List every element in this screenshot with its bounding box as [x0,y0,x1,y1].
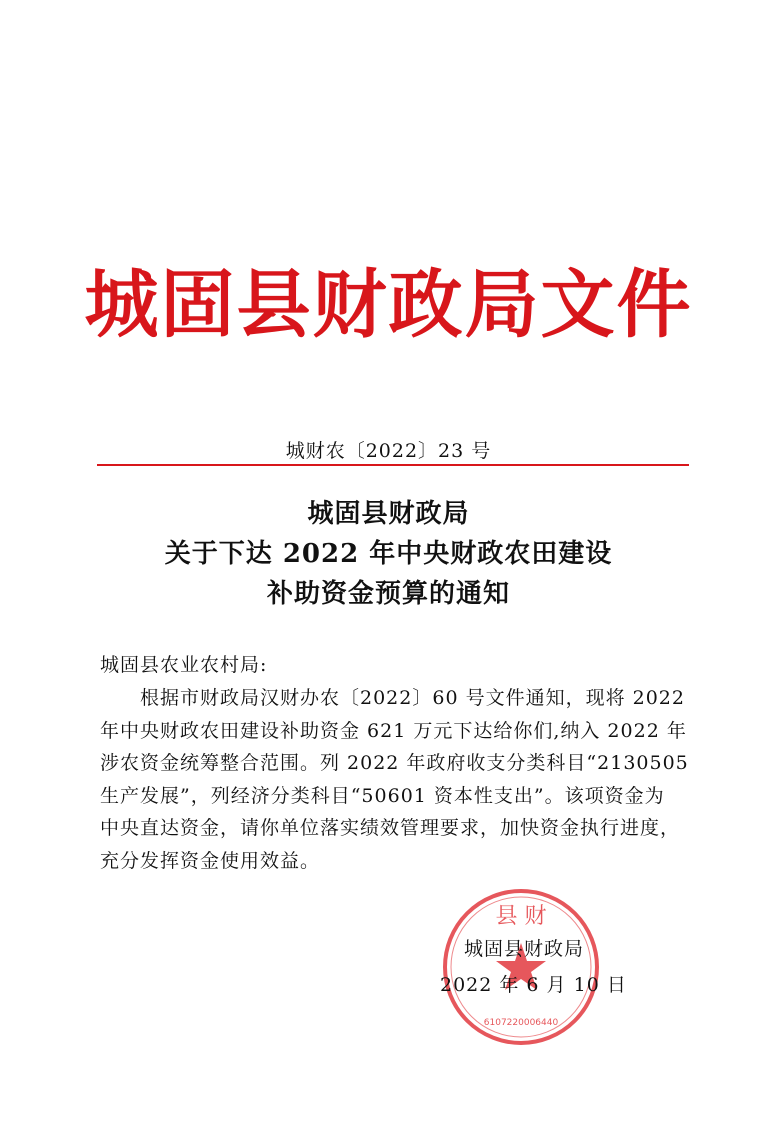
official-seal-stamp [439,885,603,1049]
signature-organization: 城固县财政局 [464,938,585,960]
recipient-line: 城固县农业农村局: [100,654,268,676]
body-line: 生产发展”，列经济分类科目“50601 资本性支出”。该项资金为 [100,784,665,807]
document-date: 2022 年 6 月 10 日 [440,974,627,996]
seal-top-text: 县 财 [495,904,547,929]
body-line: 根据市财政局汉财办农〔2022〕60 号文件通知，现将 2022 [140,687,685,709]
body-line: 年中央财政农田建设补助资金 621 万元下达给你们,纳入 2022 年 [100,719,687,742]
issuer-title: 城固县财政局文件 [84,262,693,348]
notice-title-line: 城固县财政局 [307,499,470,529]
notice-title-line: 关于下达 2022 年中央财政农田建设 [164,539,613,569]
seal-serial-number: 6107220006440 [483,1018,559,1028]
red-divider-line [97,464,689,466]
body-paragraph [100,682,700,877]
notice-title [0,494,777,614]
body-line: 中央直达资金，请你单位落实绩效管理要求，加快资金执行进度， [100,817,681,839]
body-line: 涉农资金统筹整合范围。列 2022 年政府收支分类科目“2130505 [100,752,689,774]
notice-title-line: 补助资金预算的通知 [266,579,510,609]
body-line: 充分发挥资金使用效益。 [100,849,321,872]
document-number: 城财农〔2022〕23 号 [285,440,492,462]
